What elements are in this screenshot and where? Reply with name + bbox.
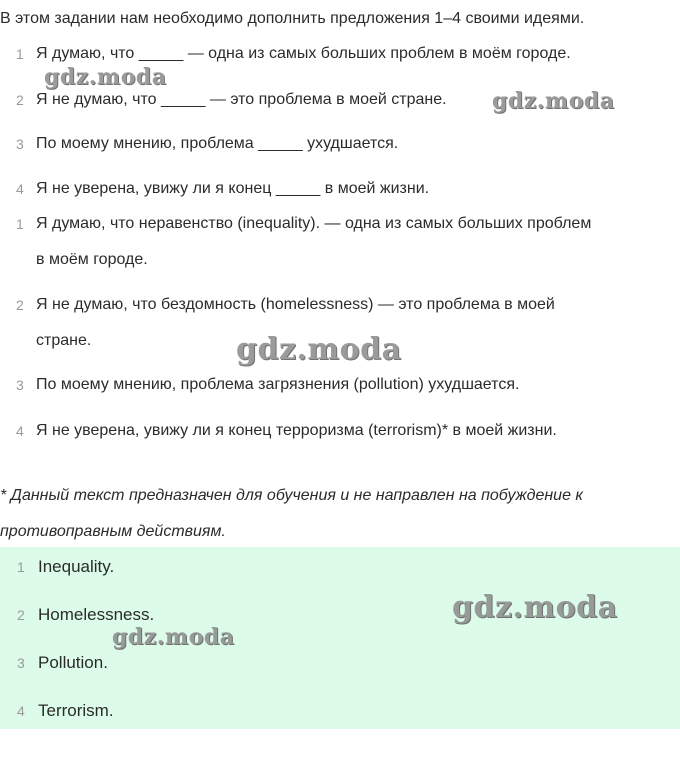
item-number: 2 xyxy=(16,92,24,108)
item-text: Я не уверена, увижу ли я конец _____ в моей жизни. xyxy=(36,180,430,197)
answer-text: Inequality. xyxy=(38,557,115,576)
answer-text: Terrorism. xyxy=(38,701,114,720)
disclaimer-note xyxy=(0,478,680,550)
note-line2: противоправным действиям. xyxy=(0,523,226,540)
answer-text: Pollution. xyxy=(38,653,108,672)
item-text: По моему мнению, проблема загрязнения (pollution) ухудшается. xyxy=(36,376,520,393)
note-line1: * Данный текст предназначен для обучения и не направлен на побуждение к xyxy=(0,487,583,504)
item-number: 4 xyxy=(16,181,24,197)
item-number: 1 xyxy=(16,216,24,232)
item-number: 1 xyxy=(16,46,24,62)
item-number: 3 xyxy=(16,136,24,152)
answer-text: Homelessness. xyxy=(38,605,155,624)
answer-number: 2 xyxy=(17,607,25,623)
item-number: 3 xyxy=(16,377,24,393)
item-text: Я думаю, что _____ — одна из самых больших проблем в моём городе. xyxy=(36,45,571,62)
item-number: 2 xyxy=(16,297,24,313)
watermark: gdz.moda xyxy=(44,64,167,90)
item-text-line2: в моём городе. xyxy=(36,251,148,268)
item-text-line2: стране. xyxy=(36,332,92,349)
answer-number: 3 xyxy=(17,655,25,671)
item-text: Я не думаю, что _____ — это проблема в моей стране. xyxy=(36,91,447,108)
item-text-line1: Я думаю, что неравенство (inequality). — одна из самых больших проблем xyxy=(36,215,592,232)
watermark: gdz.moda xyxy=(236,332,402,367)
item-number: 4 xyxy=(16,423,24,439)
answers-panel xyxy=(0,547,680,729)
answer-number: 1 xyxy=(17,559,25,575)
watermark: gdz.moda xyxy=(492,88,615,114)
answer-number: 4 xyxy=(17,703,25,719)
item-text-line1: Я не думаю, что бездомность (homelessness) — это проблема в моей xyxy=(36,296,555,313)
item-text: По моему мнению, проблема _____ ухудшается. xyxy=(36,135,399,152)
watermark: gdz.moda xyxy=(452,590,618,625)
item-text: Я не уверена, увижу ли я конец терроризма (terrorism)* в моей жизни. xyxy=(36,422,557,439)
watermark: gdz.moda xyxy=(112,624,235,650)
intro-text: В этом задании нам необходимо дополнить предложения 1–4 своими идеями. xyxy=(0,10,585,27)
